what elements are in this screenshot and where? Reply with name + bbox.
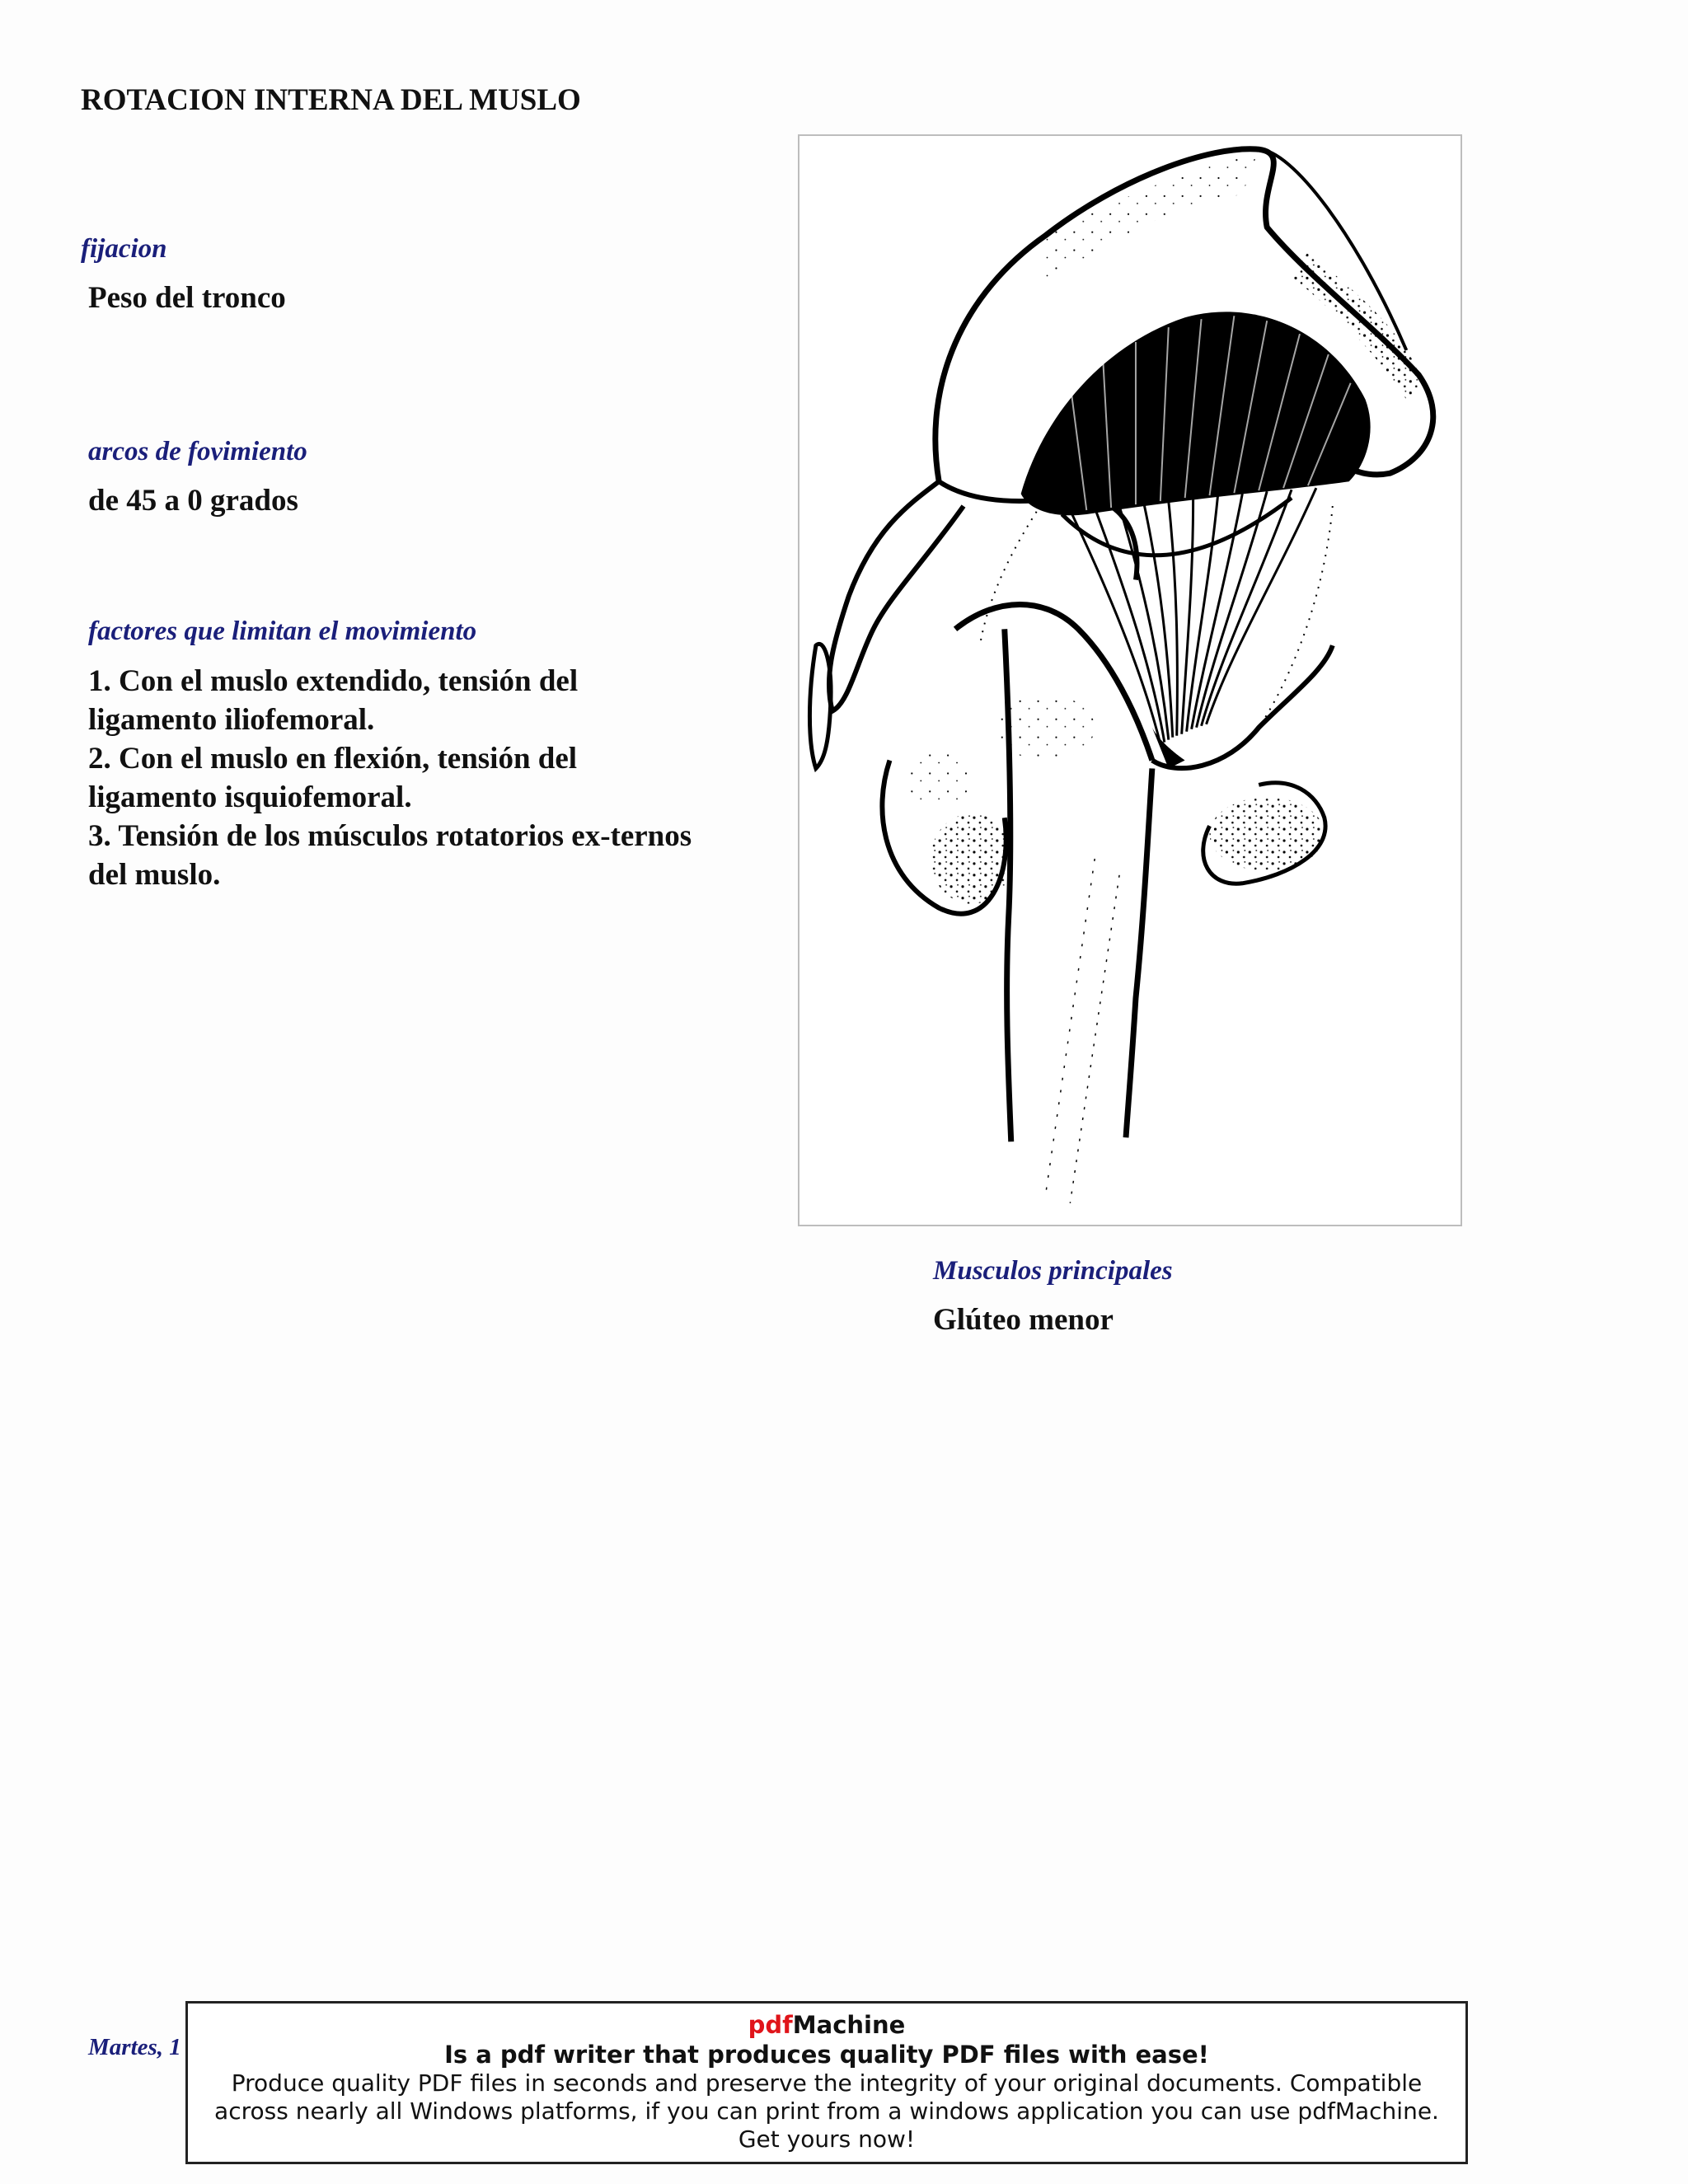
arcos-label: arcos de fovimiento	[88, 437, 307, 466]
arcos-value: de 45 a 0 grados	[88, 484, 298, 518]
fijacion-label: fijacion	[81, 234, 167, 264]
banner-brand-machine: Machine	[792, 2011, 906, 2039]
factores-label: factores que limitan el movimiento	[88, 616, 477, 646]
banner-brand	[188, 2010, 1465, 2040]
banner-brand-pdf: pdf	[748, 2011, 793, 2039]
factor-item-2: 2. Con el muslo en flexión, tensión del ligamento isquiofemoral.	[88, 742, 578, 814]
musculos-label: Musculos principales	[933, 1256, 1173, 1286]
banner-tagline: Is a pdf writer that produces quality PDF files with ease!	[444, 2041, 1209, 2069]
page-title: ROTACION INTERNA DEL MUSLO	[81, 83, 581, 117]
banner-description: Produce quality PDF files in seconds and preserve the integrity of your original documents. Compatible across nearly all Windows platforms, if you can print from a windows application you can use pdfMachine.	[214, 2069, 1439, 2125]
pdfmachine-banner[interactable]	[185, 2001, 1468, 2164]
factores-list	[88, 662, 698, 894]
musculos-value: Glúteo menor	[933, 1303, 1114, 1337]
hip-anatomy-drawing	[799, 136, 1461, 1225]
fijacion-value: Peso del tronco	[88, 281, 286, 315]
hip-muscle-illustration	[798, 134, 1462, 1226]
factor-item-1: 1. Con el muslo extendido, tensión del ligamento iliofemoral.	[88, 664, 579, 737]
factor-item-3: 3. Tensión de los músculos rotatorios ex-ternos del muslo.	[88, 819, 692, 892]
footer-date: Martes, 1	[88, 2034, 181, 2060]
banner-cta[interactable]: Get yours now!	[738, 2125, 916, 2153]
